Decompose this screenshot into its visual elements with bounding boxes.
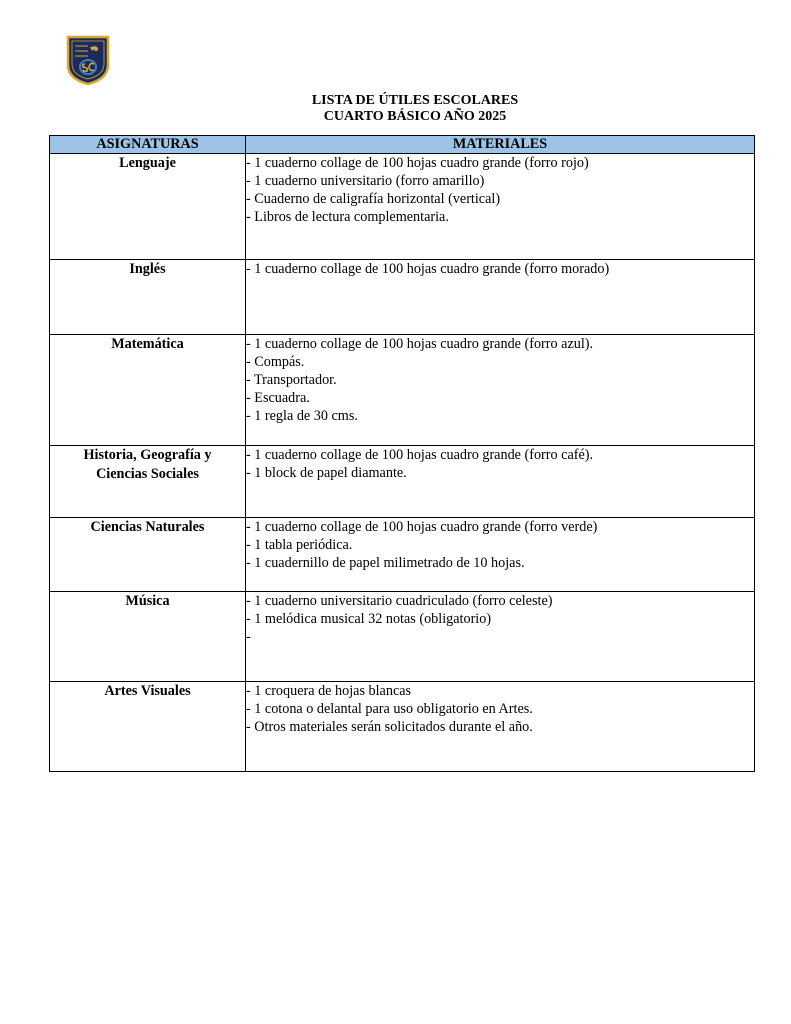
document-title xyxy=(0,93,791,125)
title-line-1: LISTA DE ÚTILES ESCOLARES xyxy=(311,93,519,108)
school-crest-logo xyxy=(66,35,110,85)
header-subjects: ASIGNATURAS xyxy=(50,136,246,154)
material-item: - 1 cuadernillo de papel milimetrado de 10 hojas. xyxy=(246,555,525,571)
subject-cell xyxy=(50,682,246,772)
material-item: - Otros materiales serán solicitados durante el año. xyxy=(246,719,533,735)
material-item: - Compás. xyxy=(246,354,305,370)
material-item: - 1 cuaderno universitario cuadriculado (forro celeste) xyxy=(246,593,553,609)
material-item: - Libros de lectura complementaria. xyxy=(246,209,449,225)
materials-cell xyxy=(246,682,755,772)
material-item: - Cuaderno de caligrafía horizontal (vertical) xyxy=(246,191,501,207)
material-item: - 1 tabla periódica. xyxy=(246,537,353,553)
materials-cell xyxy=(246,154,755,260)
subject-name: Ciencias Sociales xyxy=(96,466,199,482)
subject-name: Lenguaje xyxy=(119,155,176,171)
subject-name: Artes Visuales xyxy=(104,683,191,699)
material-item: - 1 cuaderno collage de 100 hojas cuadro grande (forro café). xyxy=(246,447,594,463)
material-item: - 1 melódica musical 32 notas (obligatorio) xyxy=(246,611,492,627)
material-item: - 1 regla de 30 cms. xyxy=(246,408,358,424)
materials-cell xyxy=(246,518,755,592)
material-item: - 1 cuaderno collage de 100 hojas cuadro grande (forro azul). xyxy=(246,336,594,352)
header-materials: MATERIALES xyxy=(246,136,755,154)
subject-cell xyxy=(50,260,246,335)
material-item: - 1 cuaderno collage de 100 hojas cuadro grande (forro verde) xyxy=(246,519,598,535)
material-item: - 1 croquera de hojas blancas xyxy=(246,683,412,699)
material-item: - xyxy=(246,629,251,645)
subject-cell xyxy=(50,592,246,682)
table-header-row xyxy=(50,136,755,154)
material-item: - 1 block de papel diamante. xyxy=(246,465,407,481)
table-row xyxy=(50,682,755,772)
subject-cell xyxy=(50,335,246,446)
subject-name: Matemática xyxy=(111,336,184,352)
material-item: - Escuadra. xyxy=(246,390,310,406)
materials-cell xyxy=(246,592,755,682)
table-row xyxy=(50,335,755,446)
subject-name: Música xyxy=(125,593,170,609)
materials-cell xyxy=(246,335,755,446)
table-row xyxy=(50,154,755,260)
table-row xyxy=(50,518,755,592)
table-row xyxy=(50,592,755,682)
subject-name: Historia, Geografía y xyxy=(83,447,212,463)
subject-name: Ciencias Naturales xyxy=(90,519,205,535)
subject-cell xyxy=(50,446,246,518)
title-line-2: CUARTO BÁSICO AÑO 2025 xyxy=(323,109,507,124)
school-supplies-table xyxy=(49,135,755,772)
materials-cell xyxy=(246,260,755,335)
table-row xyxy=(50,446,755,518)
subject-cell xyxy=(50,154,246,260)
material-item: - 1 cuaderno universitario (forro amarillo) xyxy=(246,173,485,189)
materials-cell xyxy=(246,446,755,518)
subject-cell xyxy=(50,518,246,592)
material-item: - 1 cuaderno collage de 100 hojas cuadro grande (forro morado) xyxy=(246,261,610,277)
material-item: - 1 cotona o delantal para uso obligatorio en Artes. xyxy=(246,701,533,717)
subject-name: Inglés xyxy=(129,261,166,277)
material-item: - Transportador. xyxy=(246,372,337,388)
table-row xyxy=(50,260,755,335)
material-item: - 1 cuaderno collage de 100 hojas cuadro grande (forro rojo) xyxy=(246,155,589,171)
